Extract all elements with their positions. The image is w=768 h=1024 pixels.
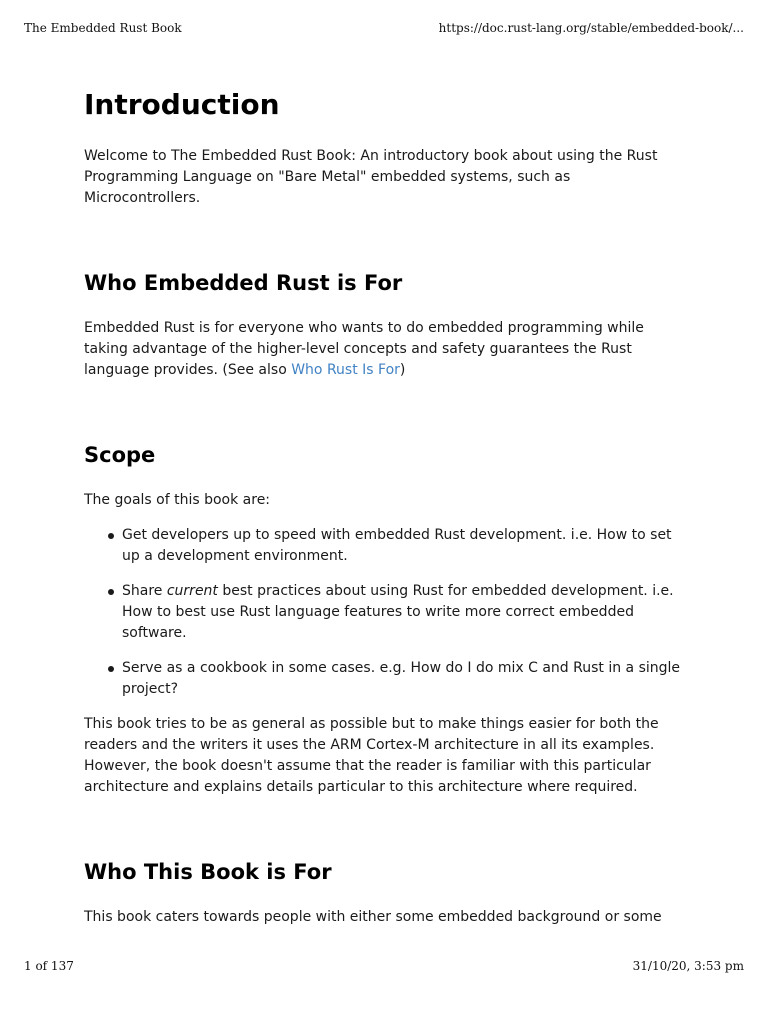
goals-intro: The goals of this book are: [84, 492, 271, 508]
heading-who-this-book-is-for: Who This Book is For [84, 860, 332, 884]
scope-paragraph: This book tries to be as general as possible but to make things easier for both the readers and the writers it uses the ARM Cortex-M architecture in all its examples. However, the book doesn't assume that the reader is familiar with this particular architecture and explains details particular to this architecture where required. [84, 716, 659, 795]
list-item [84, 525, 688, 567]
heading-scope: Scope [84, 443, 156, 467]
goal-text: Get developers up to speed with embedded Rust development. i.e. How to set up a development environment. [122, 527, 672, 564]
goal-text-before: Share [122, 583, 167, 599]
who-rust-is-for-link[interactable]: Who Rust Is For [291, 362, 400, 378]
bullet-icon [108, 589, 114, 595]
print-header-title: The Embedded Rust Book [24, 21, 182, 35]
who-for-paragraph [84, 318, 688, 381]
print-footer [24, 959, 744, 973]
this-book-for-paragraph: This book caters towards people with either some embedded background or some [84, 909, 662, 925]
article-content [84, 84, 688, 928]
who-for-text-after: ) [399, 362, 406, 378]
intro-paragraph: Welcome to The Embedded Rust Book: An introductory book about using the Rust Programming Language on "Bare Metal" embedded systems, such as Microcontrollers. [84, 148, 658, 206]
goal-text-after: best practices about using Rust for embedded development. i.e. How to best use Rust language features to write more correct embedded software. [122, 583, 674, 641]
goal-emphasis: current [166, 583, 218, 599]
heading-who-embedded-rust-is-for: Who Embedded Rust is For [84, 271, 403, 295]
print-header [24, 21, 744, 35]
print-timestamp: 31/10/20, 3:53 pm [632, 959, 744, 973]
goal-text: Serve as a cookbook in some cases. e.g. How do I do mix C and Rust in a single project? [122, 660, 681, 697]
who-for-text: Embedded Rust is for everyone who wants to do embedded programming while taking advantage of the higher-level concepts and safety guarantees the Rust language provides. (See also [84, 320, 644, 378]
bullet-icon [108, 666, 114, 672]
page-count: 1 of 137 [24, 959, 74, 973]
page-title: Introduction [84, 88, 280, 121]
print-header-url: https://doc.rust-lang.org/stable/embedded-book/... [438, 21, 744, 35]
goals-list [84, 525, 688, 700]
bullet-icon [108, 533, 114, 539]
list-item [84, 658, 688, 700]
list-item [84, 581, 688, 644]
